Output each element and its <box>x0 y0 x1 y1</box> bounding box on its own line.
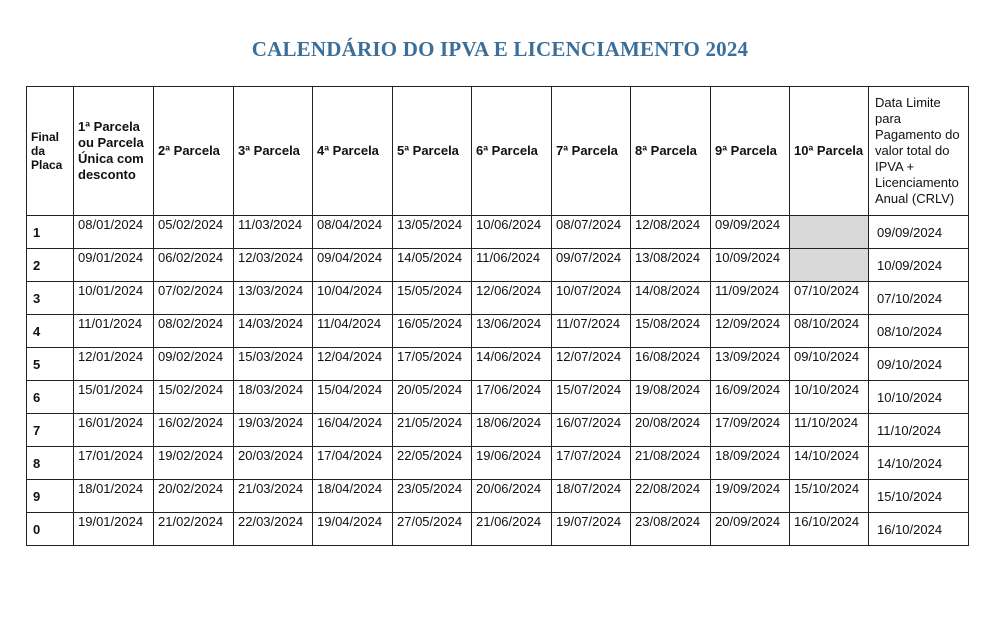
table-row <box>27 249 969 282</box>
parcela-4-cell: 09/04/2024 <box>313 249 393 282</box>
parcela-10-cell <box>790 216 869 249</box>
parcela-10-cell <box>790 249 869 282</box>
parcela-7-cell: 18/07/2024 <box>552 480 631 513</box>
parcela-1-cell: 12/01/2024 <box>74 348 154 381</box>
parcela-3-cell: 12/03/2024 <box>234 249 313 282</box>
parcela-6-cell: 19/06/2024 <box>472 447 552 480</box>
plate-final-cell: 4 <box>27 315 74 348</box>
parcela-10-cell: 08/10/2024 <box>790 315 869 348</box>
plate-final-cell: 8 <box>27 447 74 480</box>
plate-final-cell: 3 <box>27 282 74 315</box>
parcela-3-cell: 21/03/2024 <box>234 480 313 513</box>
table-row <box>27 513 969 546</box>
parcela-8-cell: 15/08/2024 <box>631 315 711 348</box>
parcela-1-cell: 10/01/2024 <box>74 282 154 315</box>
deadline-cell: 09/09/2024 <box>869 216 969 249</box>
parcela-2-cell: 15/02/2024 <box>154 381 234 414</box>
parcela-4-cell: 16/04/2024 <box>313 414 393 447</box>
parcela-1-cell: 16/01/2024 <box>74 414 154 447</box>
parcela-4-cell: 08/04/2024 <box>313 216 393 249</box>
parcela-10-cell: 11/10/2024 <box>790 414 869 447</box>
parcela-8-cell: 22/08/2024 <box>631 480 711 513</box>
header-parcela-4: 4ª Parcela <box>313 87 393 216</box>
parcela-9-cell: 11/09/2024 <box>711 282 790 315</box>
parcela-2-cell: 09/02/2024 <box>154 348 234 381</box>
parcela-3-cell: 18/03/2024 <box>234 381 313 414</box>
parcela-1-cell: 19/01/2024 <box>74 513 154 546</box>
parcela-3-cell: 20/03/2024 <box>234 447 313 480</box>
parcela-6-cell: 13/06/2024 <box>472 315 552 348</box>
plate-final-cell: 2 <box>27 249 74 282</box>
parcela-9-cell: 17/09/2024 <box>711 414 790 447</box>
table-body <box>27 216 969 546</box>
parcela-10-cell: 15/10/2024 <box>790 480 869 513</box>
parcela-2-cell: 07/02/2024 <box>154 282 234 315</box>
parcela-8-cell: 13/08/2024 <box>631 249 711 282</box>
parcela-3-cell: 19/03/2024 <box>234 414 313 447</box>
deadline-cell: 10/10/2024 <box>869 381 969 414</box>
parcela-1-cell: 09/01/2024 <box>74 249 154 282</box>
deadline-cell: 10/09/2024 <box>869 249 969 282</box>
parcela-9-cell: 20/09/2024 <box>711 513 790 546</box>
parcela-7-cell: 10/07/2024 <box>552 282 631 315</box>
parcela-8-cell: 12/08/2024 <box>631 216 711 249</box>
header-row <box>27 87 969 216</box>
parcela-5-cell: 23/05/2024 <box>393 480 472 513</box>
parcela-6-cell: 10/06/2024 <box>472 216 552 249</box>
parcela-4-cell: 18/04/2024 <box>313 480 393 513</box>
deadline-cell: 07/10/2024 <box>869 282 969 315</box>
parcela-3-cell: 11/03/2024 <box>234 216 313 249</box>
parcela-6-cell: 20/06/2024 <box>472 480 552 513</box>
parcela-5-cell: 15/05/2024 <box>393 282 472 315</box>
parcela-9-cell: 19/09/2024 <box>711 480 790 513</box>
parcela-5-cell: 20/05/2024 <box>393 381 472 414</box>
parcela-2-cell: 19/02/2024 <box>154 447 234 480</box>
parcela-3-cell: 13/03/2024 <box>234 282 313 315</box>
parcela-6-cell: 18/06/2024 <box>472 414 552 447</box>
table-row <box>27 348 969 381</box>
parcela-6-cell: 14/06/2024 <box>472 348 552 381</box>
parcela-2-cell: 06/02/2024 <box>154 249 234 282</box>
parcela-7-cell: 17/07/2024 <box>552 447 631 480</box>
parcela-5-cell: 27/05/2024 <box>393 513 472 546</box>
parcela-8-cell: 21/08/2024 <box>631 447 711 480</box>
header-parcela-3: 3ª Parcela <box>234 87 313 216</box>
parcela-1-cell: 11/01/2024 <box>74 315 154 348</box>
parcela-5-cell: 14/05/2024 <box>393 249 472 282</box>
table-row <box>27 216 969 249</box>
parcela-8-cell: 19/08/2024 <box>631 381 711 414</box>
parcela-3-cell: 14/03/2024 <box>234 315 313 348</box>
parcela-7-cell: 16/07/2024 <box>552 414 631 447</box>
parcela-2-cell: 16/02/2024 <box>154 414 234 447</box>
plate-final-cell: 9 <box>27 480 74 513</box>
parcela-6-cell: 12/06/2024 <box>472 282 552 315</box>
parcela-6-cell: 17/06/2024 <box>472 381 552 414</box>
deadline-cell: 14/10/2024 <box>869 447 969 480</box>
parcela-3-cell: 15/03/2024 <box>234 348 313 381</box>
table-row <box>27 315 969 348</box>
parcela-4-cell: 15/04/2024 <box>313 381 393 414</box>
parcela-6-cell: 21/06/2024 <box>472 513 552 546</box>
parcela-1-cell: 17/01/2024 <box>74 447 154 480</box>
header-parcela-9: 9ª Parcela <box>711 87 790 216</box>
parcela-2-cell: 20/02/2024 <box>154 480 234 513</box>
parcela-8-cell: 23/08/2024 <box>631 513 711 546</box>
parcela-7-cell: 19/07/2024 <box>552 513 631 546</box>
plate-final-cell: 6 <box>27 381 74 414</box>
parcela-5-cell: 13/05/2024 <box>393 216 472 249</box>
parcela-4-cell: 10/04/2024 <box>313 282 393 315</box>
table-row <box>27 414 969 447</box>
parcela-7-cell: 12/07/2024 <box>552 348 631 381</box>
parcela-10-cell: 14/10/2024 <box>790 447 869 480</box>
parcela-4-cell: 11/04/2024 <box>313 315 393 348</box>
table-row <box>27 282 969 315</box>
header-parcela-6: 6ª Parcela <box>472 87 552 216</box>
table-row <box>27 381 969 414</box>
parcela-5-cell: 17/05/2024 <box>393 348 472 381</box>
header-parcela-1: 1ª Parcela ou Parcela Única com desconto <box>74 87 154 216</box>
parcela-6-cell: 11/06/2024 <box>472 249 552 282</box>
deadline-cell: 11/10/2024 <box>869 414 969 447</box>
parcela-1-cell: 15/01/2024 <box>74 381 154 414</box>
parcela-7-cell: 15/07/2024 <box>552 381 631 414</box>
parcela-9-cell: 12/09/2024 <box>711 315 790 348</box>
parcela-5-cell: 22/05/2024 <box>393 447 472 480</box>
ipva-calendar-table <box>26 86 969 546</box>
parcela-10-cell: 07/10/2024 <box>790 282 869 315</box>
header-parcela-5: 5ª Parcela <box>393 87 472 216</box>
header-parcela-2: 2ª Parcela <box>154 87 234 216</box>
parcela-9-cell: 10/09/2024 <box>711 249 790 282</box>
deadline-cell: 08/10/2024 <box>869 315 969 348</box>
parcela-4-cell: 19/04/2024 <box>313 513 393 546</box>
parcela-8-cell: 16/08/2024 <box>631 348 711 381</box>
parcela-5-cell: 16/05/2024 <box>393 315 472 348</box>
parcela-1-cell: 08/01/2024 <box>74 216 154 249</box>
deadline-cell: 09/10/2024 <box>869 348 969 381</box>
plate-final-cell: 5 <box>27 348 74 381</box>
header-parcela-10: 10ª Parcela <box>790 87 869 216</box>
plate-final-cell: 7 <box>27 414 74 447</box>
parcela-2-cell: 21/02/2024 <box>154 513 234 546</box>
parcela-8-cell: 14/08/2024 <box>631 282 711 315</box>
parcela-3-cell: 22/03/2024 <box>234 513 313 546</box>
table-row <box>27 447 969 480</box>
header-data-limite: Data Limite para Pagamento do valor total do IPVA + Licenciamento Anual (CRLV) <box>869 87 969 216</box>
parcela-2-cell: 05/02/2024 <box>154 216 234 249</box>
parcela-9-cell: 13/09/2024 <box>711 348 790 381</box>
parcela-7-cell: 09/07/2024 <box>552 249 631 282</box>
page-title: CALENDÁRIO DO IPVA E LICENCIAMENTO 2024 <box>251 37 749 61</box>
table-row <box>27 480 969 513</box>
parcela-5-cell: 21/05/2024 <box>393 414 472 447</box>
parcela-4-cell: 17/04/2024 <box>313 447 393 480</box>
parcela-7-cell: 11/07/2024 <box>552 315 631 348</box>
parcela-10-cell: 10/10/2024 <box>790 381 869 414</box>
parcela-7-cell: 08/07/2024 <box>552 216 631 249</box>
parcela-9-cell: 18/09/2024 <box>711 447 790 480</box>
parcela-9-cell: 09/09/2024 <box>711 216 790 249</box>
parcela-10-cell: 16/10/2024 <box>790 513 869 546</box>
deadline-cell: 15/10/2024 <box>869 480 969 513</box>
parcela-1-cell: 18/01/2024 <box>74 480 154 513</box>
parcela-4-cell: 12/04/2024 <box>313 348 393 381</box>
header-parcela-7: 7ª Parcela <box>552 87 631 216</box>
deadline-cell: 16/10/2024 <box>869 513 969 546</box>
parcela-10-cell: 09/10/2024 <box>790 348 869 381</box>
parcela-8-cell: 20/08/2024 <box>631 414 711 447</box>
parcela-9-cell: 16/09/2024 <box>711 381 790 414</box>
parcela-2-cell: 08/02/2024 <box>154 315 234 348</box>
header-parcela-8: 8ª Parcela <box>631 87 711 216</box>
plate-final-cell: 0 <box>27 513 74 546</box>
plate-final-cell: 1 <box>27 216 74 249</box>
header-final-placa: Final da Placa <box>27 87 74 216</box>
